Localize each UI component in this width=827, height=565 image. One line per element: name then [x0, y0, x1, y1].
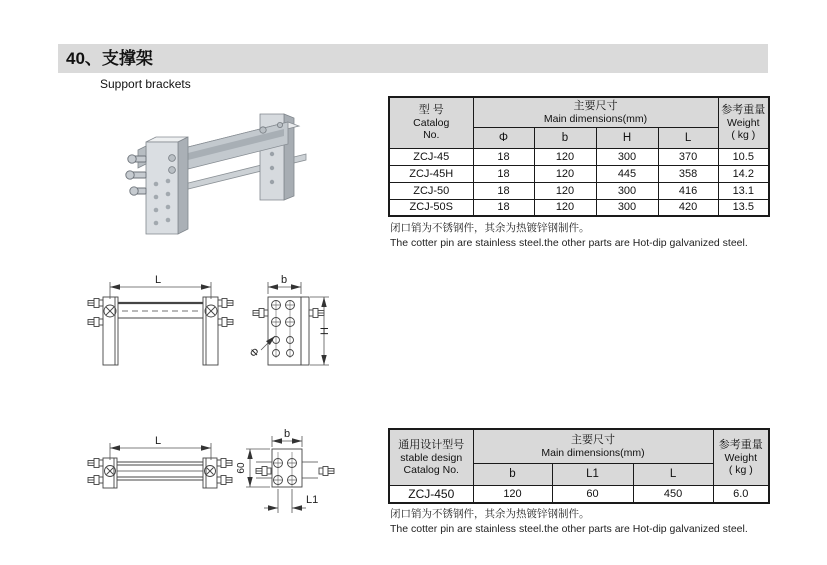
t1-r2-weight: 13.1 [718, 182, 769, 199]
t2-r0-l: 450 [633, 485, 713, 503]
material-note-2 [390, 507, 770, 536]
t1-r1-l: 358 [658, 165, 718, 182]
t2-col-l: L [633, 463, 713, 485]
dim-label-width: b [280, 274, 288, 286]
table-row [389, 199, 769, 216]
dimensions-table-zcj450 [388, 428, 770, 504]
technical-drawing-zcj450 [58, 416, 388, 565]
dim-label-diameter: Φ [247, 345, 263, 361]
t1-r0-b: 120 [534, 148, 596, 165]
section-subtitle: Support brackets [100, 77, 191, 91]
t1-r0-weight: 10.5 [718, 148, 769, 165]
t2-col-b: b [473, 463, 552, 485]
t1-r0-h: 300 [596, 148, 658, 165]
drawing-2 [58, 416, 388, 565]
t1-col-h: H [596, 127, 658, 148]
t1-r2-model: ZCJ-50 [389, 182, 473, 199]
note-en: The cotter pin are stainless steel.the other parts are Hot-dip galvanized steel. [390, 522, 748, 535]
t2-catalog-header: 通用设计型号 stable design Catalog No. [389, 429, 473, 485]
dim-label-length: L [154, 274, 162, 286]
note-zh: 闭口销为不锈钢件，其余为热镀锌钢制件。 [390, 508, 590, 520]
dim-label-height: H [319, 327, 331, 335]
section-title: 40、支撑架 [66, 49, 153, 68]
note-en: The cotter pin are stainless steel.the other parts are Hot-dip galvanized steel. [390, 236, 748, 249]
dim-label-length: L [154, 435, 162, 447]
table-row [389, 148, 769, 165]
t1-col-l: L [658, 127, 718, 148]
product-photo [110, 92, 335, 242]
t1-r0-l: 370 [658, 148, 718, 165]
dim-label-hole-spacing: L1 [306, 494, 319, 506]
t1-r1-b: 120 [534, 165, 596, 182]
t1-r1-model: ZCJ-45H [389, 165, 473, 182]
table-row [389, 182, 769, 199]
t1-r3-b: 120 [534, 199, 596, 216]
t1-r0-phi: 18 [473, 148, 534, 165]
t1-r3-model: ZCJ-50S [389, 199, 473, 216]
dim-label-plate-height: 60 [236, 462, 247, 474]
t2-r0-b: 120 [473, 485, 552, 503]
t1-r1-phi: 18 [473, 165, 534, 182]
t1-r3-h: 300 [596, 199, 658, 216]
t2-r0-weight: 6.0 [713, 485, 769, 503]
drawing-1 [58, 256, 388, 406]
t1-col-b: b [534, 127, 596, 148]
section-title-bar [58, 44, 768, 73]
t1-catalog-header: 型 号 Catalog No. [389, 97, 473, 148]
t1-dims-header: 主要尺寸 Main dimensions(mm) [473, 97, 718, 127]
t2-dims-header: 主要尺寸 Main dimensions(mm) [473, 429, 713, 463]
t1-r3-l: 420 [658, 199, 718, 216]
t1-r1-weight: 14.2 [718, 165, 769, 182]
t1-r2-h: 300 [596, 182, 658, 199]
material-note-1 [390, 221, 770, 250]
dim-label-width: b [283, 428, 291, 440]
t1-weight-header: 参考重量 Weight ( kg ) [718, 97, 769, 148]
table-row [389, 165, 769, 182]
t2-r0-l1: 60 [552, 485, 633, 503]
t1-r2-phi: 18 [473, 182, 534, 199]
t1-col-phi: Φ [473, 127, 534, 148]
t2-col-l1: L1 [552, 463, 633, 485]
t2-r0-model: ZCJ-450 [389, 485, 473, 503]
t1-r3-weight: 13.5 [718, 199, 769, 216]
table-row [389, 485, 769, 503]
dimensions-table-zcj [388, 96, 770, 217]
t2-weight-header: 参考重量 Weight ( kg ) [713, 429, 769, 485]
note-zh: 闭口销为不锈钢件，其余为热镀锌钢制件。 [390, 222, 590, 234]
t1-r2-b: 120 [534, 182, 596, 199]
technical-drawing-zcj [58, 256, 388, 411]
t1-r0-model: ZCJ-45 [389, 148, 473, 165]
t1-r2-l: 416 [658, 182, 718, 199]
support-bracket-photo [110, 92, 335, 237]
t1-r1-h: 445 [596, 165, 658, 182]
t1-r3-phi: 18 [473, 199, 534, 216]
